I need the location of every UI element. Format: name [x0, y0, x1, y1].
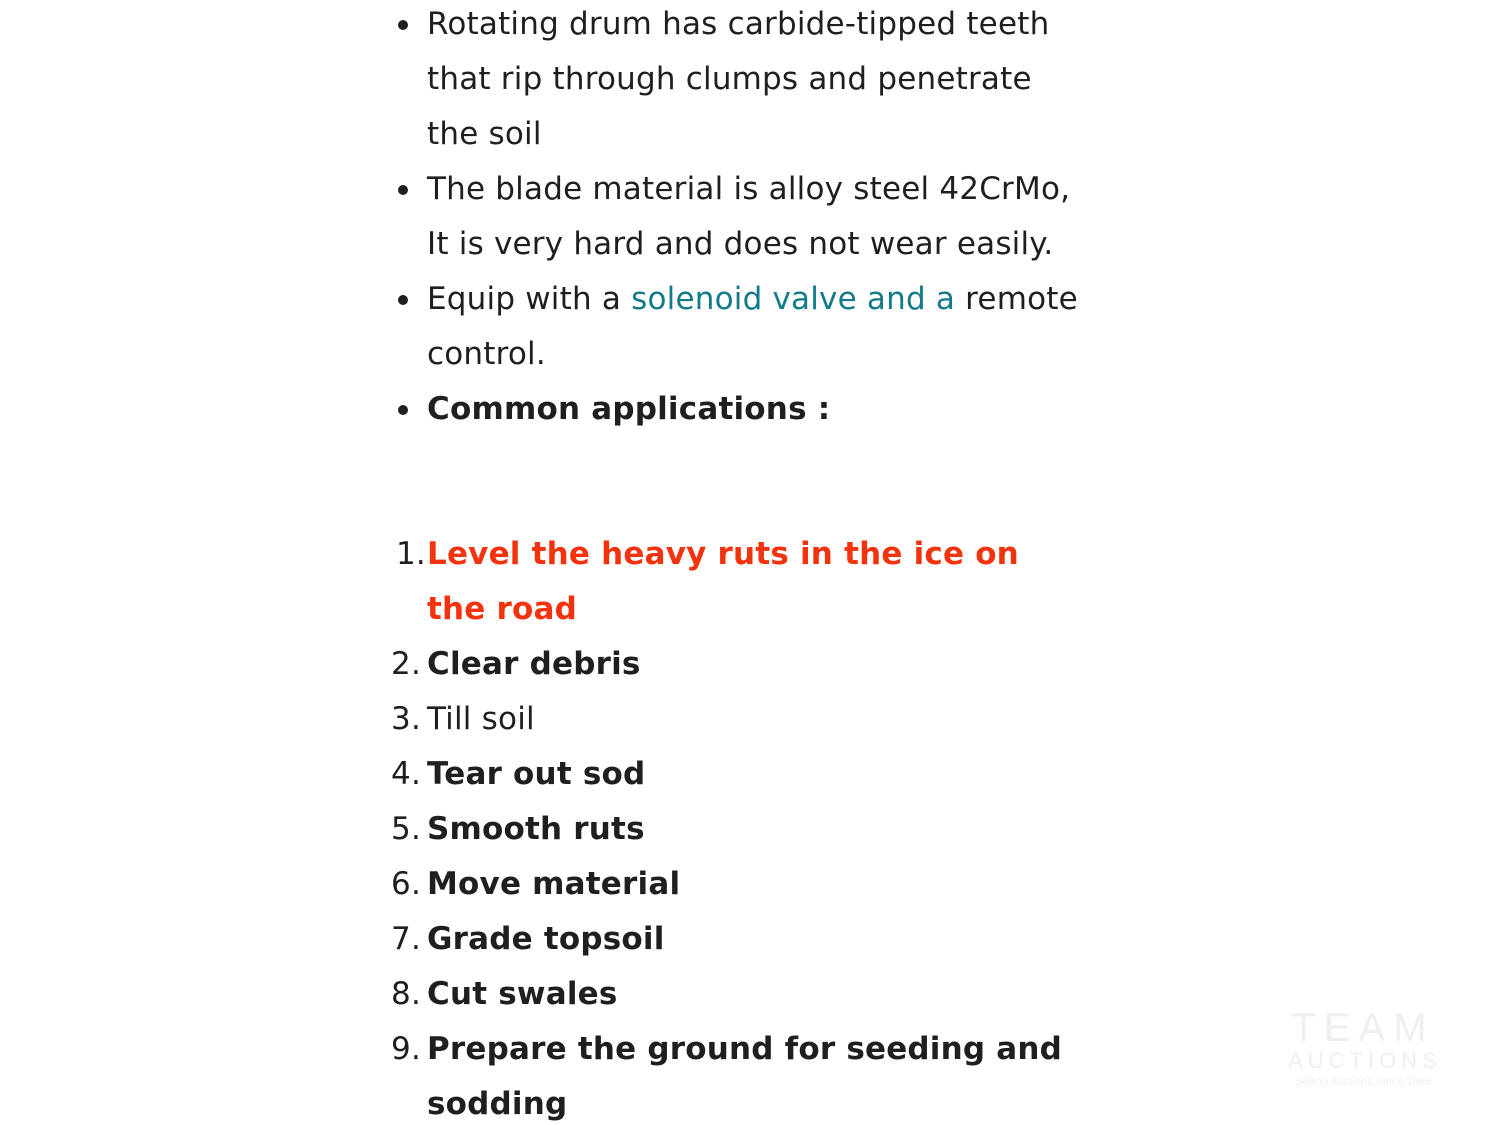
application-item [391, 912, 1087, 967]
item-number: 7. [391, 921, 421, 957]
applications-heading: Common applications : [427, 391, 831, 427]
application-text: Prepare the ground for seeding and sodding [427, 1031, 1063, 1122]
application-item [391, 692, 1087, 747]
application-text: Grade topsoil [427, 921, 665, 957]
applications-list [391, 527, 1087, 1125]
application-item [391, 637, 1087, 692]
feature-item [427, 162, 1087, 272]
application-text: Level the heavy ruts in the ice on the road [427, 536, 1019, 627]
application-text: Tear out sod [427, 756, 646, 792]
application-item [391, 1022, 1087, 1125]
feature-item [427, 272, 1087, 382]
application-text: Till soil [427, 701, 535, 737]
application-text: Smooth ruts [427, 811, 645, 847]
bullet-dot-icon [398, 405, 408, 415]
item-number: 1. [396, 536, 426, 572]
team-auctions-watermark-logo [1288, 1006, 1442, 1090]
feature-item [427, 0, 1087, 162]
feature-text: Rotating drum has carbide-tipped teeth that rip through clumps and penetrate the soil [427, 6, 1050, 152]
bullet-dot-icon [398, 185, 408, 195]
watermark-line: AUCTIONS [1288, 1048, 1442, 1073]
feature-text-prefix: Equip with a [427, 281, 632, 317]
application-item [396, 527, 1087, 637]
watermark-tagline: Selling Auctions Since 1966 [1295, 1076, 1431, 1088]
item-number: 3. [391, 701, 421, 737]
feature-text-suffix: remote control. [427, 281, 1078, 372]
watermark-line: TEAM [1291, 1006, 1435, 1050]
feature-item-applications-heading [427, 382, 1087, 437]
application-item [391, 857, 1087, 912]
item-number: 5. [391, 811, 421, 847]
item-number: 8. [391, 976, 421, 1012]
application-text: Clear debris [427, 646, 641, 682]
item-number: 9. [391, 1031, 421, 1067]
application-item [391, 802, 1087, 857]
feature-text: The blade material is alloy steel 42CrMo, It is very hard and does not wear easily. [427, 171, 1071, 262]
item-number: 2. [391, 646, 421, 682]
feature-list [427, 0, 1087, 437]
solenoid-valve-link[interactable]: solenoid valve and a [631, 281, 956, 317]
item-number: 6. [391, 866, 421, 902]
application-item [391, 967, 1087, 1022]
bullet-dot-icon [398, 295, 408, 305]
application-item [391, 747, 1087, 802]
bullet-dot-icon [398, 20, 408, 30]
application-text: Cut swales [427, 976, 618, 1012]
item-number: 4. [391, 756, 421, 792]
application-text: Move material [427, 866, 681, 902]
